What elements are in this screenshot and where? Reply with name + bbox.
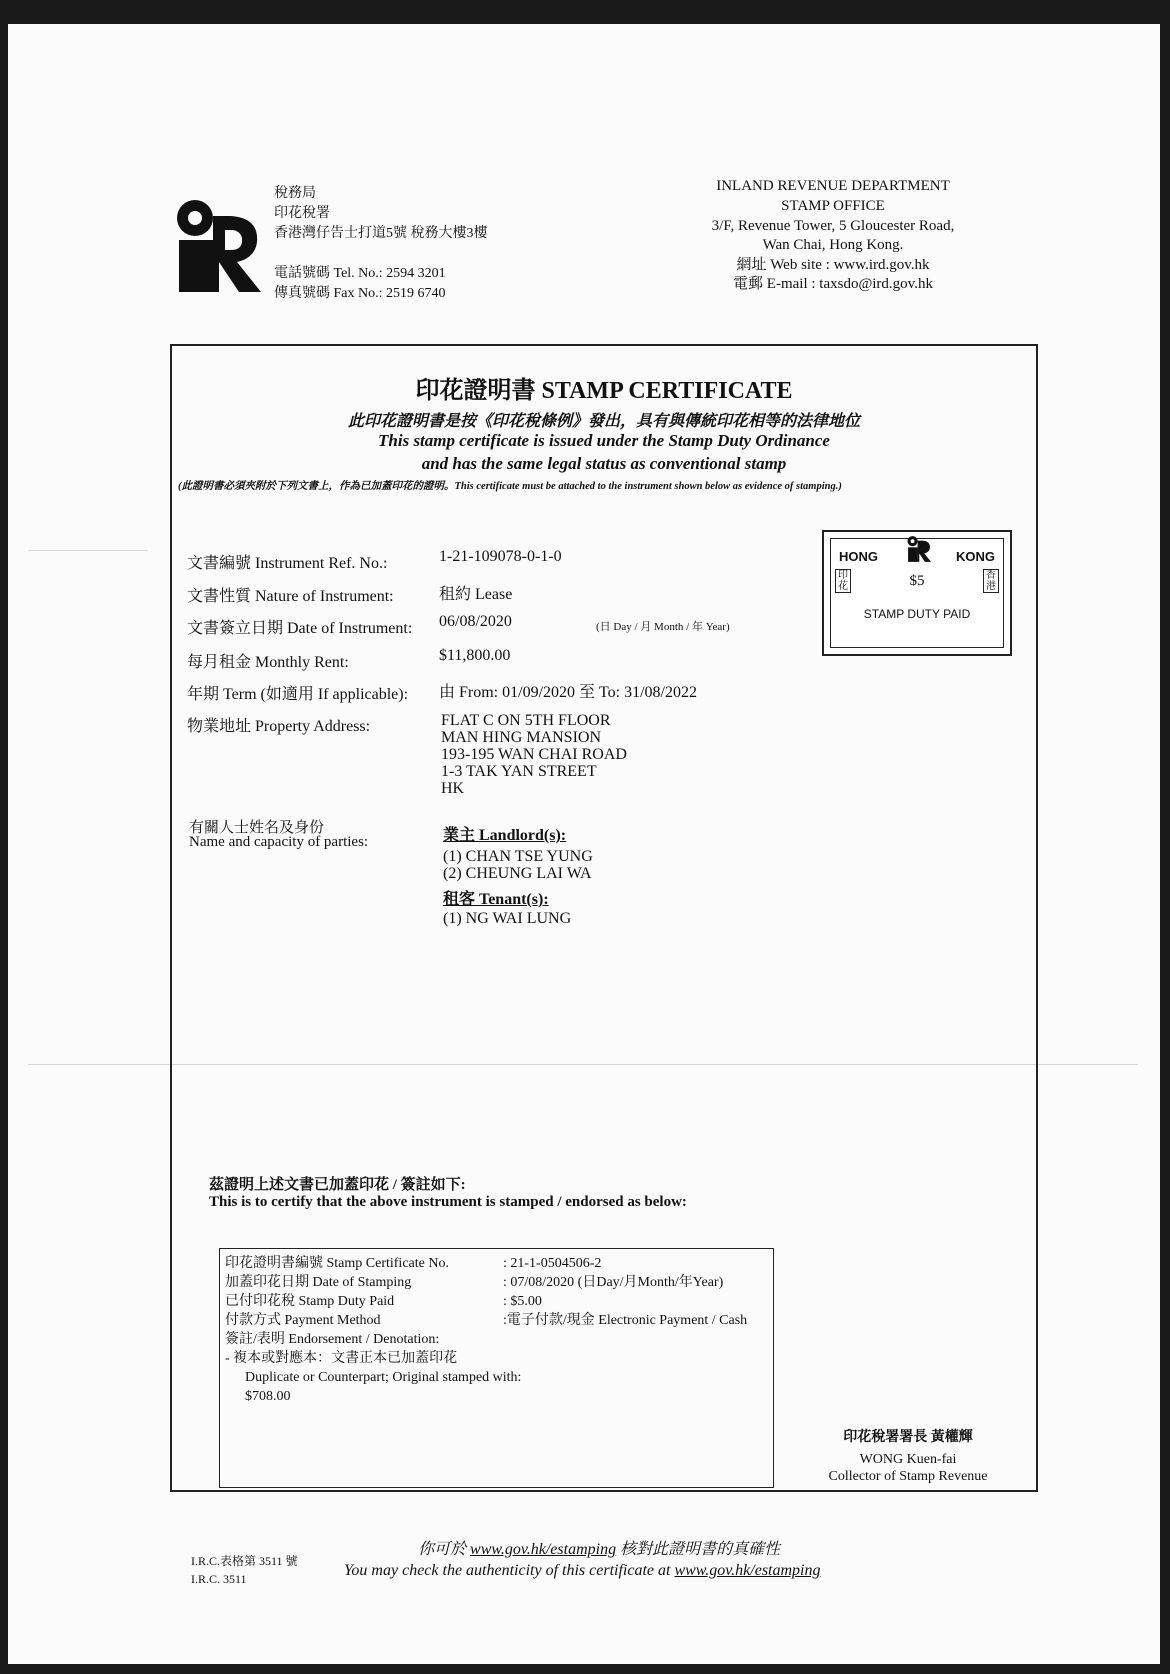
endorsement-amount: $708.00 — [245, 1389, 291, 1404]
landlord-list — [443, 848, 593, 882]
address-en-2: Wan Chai, Hong Kong. — [762, 237, 904, 253]
landlord-label: 業主 Landlord(s): — [443, 827, 567, 844]
dept-name-en: INLAND REVENUE DEPARTMENT — [716, 178, 950, 194]
verify-line-cn — [418, 1536, 780, 1559]
fold-line — [28, 550, 148, 551]
details-values — [503, 1254, 747, 1330]
collector-name: WONG Kuen-fai — [859, 1452, 957, 1467]
verify-line-en — [344, 1562, 821, 1580]
verify-text: You may check the authenticity of this certificate at — [344, 1562, 671, 1579]
certificate-subtitle-en-2: and has the same legal status as conventional stamp — [421, 454, 787, 473]
property-address-label: 物業地址 Property Address: — [187, 718, 371, 735]
endorsement-label: 簽註/表明 Endorsement / Denotation: — [225, 1332, 440, 1347]
form-number-en: I.R.C. 3511 — [191, 1572, 247, 1586]
stamp-word-kong: KONG — [956, 549, 995, 564]
stamp-duty-paid-stamp — [822, 530, 1012, 656]
payment-method-value: :電子付款/現金 Electronic Payment / Cash — [503, 1313, 748, 1328]
nature-value: 租約 Lease — [439, 586, 513, 603]
address-line: 193-195 WAN CHAI ROAD — [441, 746, 627, 763]
dept-name-cn: 稅務局 — [274, 186, 316, 201]
stamp-seal-left: 印花 — [835, 569, 851, 593]
form-number-cn: I.R.C.表格第 3511 號 — [191, 1554, 298, 1568]
verify-text: 你可於 — [418, 1541, 467, 1558]
certificate-subtitle-cn: 此印花證明書是按《印花稅條例》發出，具有與傳統印花相等的法律地位 — [347, 413, 860, 430]
address-line: MAN HING MANSION — [441, 729, 601, 746]
stamp-certificate-no-value: : 21-1-0504506-2 — [503, 1256, 602, 1271]
list-item: (1) CHAN TSE YUNG — [443, 848, 593, 865]
stamp-caption: STAMP DUTY PAID — [863, 607, 971, 621]
list-item: (2) CHEUNG LAI WA — [443, 865, 592, 882]
monthly-rent-value: $11,800.00 — [439, 647, 511, 664]
property-address — [441, 712, 627, 797]
stamp-word-hong: HONG — [839, 549, 878, 564]
office-name-cn: 印花稅署 — [274, 206, 330, 221]
date-of-stamping-label: 加蓋印花日期 Date of Stamping — [225, 1275, 412, 1290]
address-line: 1-3 TAK YAN STREET — [441, 763, 597, 780]
verify-link[interactable]: www.gov.hk/estamping — [674, 1562, 821, 1579]
stamp-seal-right: 香港 — [983, 569, 999, 593]
details-labels — [225, 1254, 449, 1349]
term-value: 由 From: 01/09/2020 至 To: 31/08/2022 — [439, 684, 698, 701]
certify-line-cn: 茲證明上述文書已加蓋印花 / 簽註如下: — [209, 1177, 466, 1193]
collector-title-cn: 印花稅署署長 黃權輝 — [843, 1430, 973, 1445]
telephone: 電話號碼 Tel. No.: 2594 3201 — [274, 266, 446, 281]
date-of-stamping-value: : 07/08/2020 (日Day/月Month/年Year) — [503, 1275, 724, 1290]
fax: 傳真號碼 Fax No.: 2519 6740 — [274, 286, 446, 301]
monthly-rent-label: 每月租金 Monthly Rent: — [187, 654, 349, 671]
parties-label-cn: 有關人士姓名及身份 — [189, 820, 325, 836]
ird-logo — [173, 196, 263, 296]
office-name-en: STAMP OFFICE — [781, 198, 885, 214]
address-cn: 香港灣仔告士打道5號 稅務大樓3樓 — [274, 226, 488, 241]
term-label: 年期 Term (如適用 If applicable): — [187, 686, 409, 703]
endorsement-text-en: Duplicate or Counterpart; Original stamped with: — [245, 1370, 522, 1385]
endorsement-text-cn: - 複本或對應本：文書正本已加蓋印花 — [225, 1351, 458, 1366]
address-line: HK — [441, 780, 465, 797]
address-line: FLAT C ON 5TH FLOOR — [441, 712, 611, 729]
stamp-logo-icon — [901, 535, 937, 563]
parties-label-en: Name and capacity of parties: — [189, 834, 369, 850]
instrument-date-label: 文書簽立日期 Date of Instrument: — [187, 620, 413, 637]
instrument-ref-value: 1-21-109078-0-1-0 — [439, 548, 562, 565]
verify-text: 核對此證明書的真確性 — [620, 1541, 781, 1558]
address-en-1: 3/F, Revenue Tower, 5 Gloucester Road, — [711, 218, 955, 234]
nature-label: 文書性質 Nature of Instrument: — [187, 588, 394, 605]
instrument-ref-label: 文書編號 Instrument Ref. No.: — [187, 555, 388, 572]
list-item: (1) NG WAI LUNG — [443, 910, 572, 927]
verify-link[interactable]: www.gov.hk/estamping — [470, 1541, 617, 1558]
instrument-date-value: 06/08/2020 — [439, 613, 512, 630]
certificate-title: 印花證明書 STAMP CERTIFICATE — [415, 378, 793, 404]
website: 網址 Web site : www.ird.gov.hk — [736, 257, 930, 273]
payment-method-label: 付款方式 Payment Method — [225, 1313, 381, 1328]
certificate-subtitle-en-1: This stamp certificate is issued under the Stamp Duty Ordinance — [378, 431, 830, 450]
stamp-duty-paid-label: 已付印花稅 Stamp Duty Paid — [225, 1294, 395, 1309]
tenant-list — [443, 910, 571, 927]
certificate-note: (此證明書必須夾附於下列文書上，作為已加蓋印花的證明。This certificate must be attached to the instrument shown below as evidence of stamping.) — [178, 481, 842, 492]
stamp-duty-paid-value: : $5.00 — [503, 1294, 542, 1309]
tenant-label: 租客 Tenant(s): — [443, 891, 549, 908]
stamp-certificate-no-label: 印花證明書編號 Stamp Certificate No. — [225, 1256, 449, 1271]
email: 電郵 E-mail : taxsdo@ird.gov.hk — [733, 276, 933, 292]
certify-line-en: This is to certify that the above instrument is stamped / endorsed as below: — [209, 1194, 687, 1210]
stamp-amount: $5 — [909, 573, 925, 589]
collector-title-en: Collector of Stamp Revenue — [828, 1469, 988, 1484]
document-page — [8, 24, 1160, 1664]
date-format-hint: (日 Day / 月 Month / 年 Year) — [596, 621, 730, 633]
